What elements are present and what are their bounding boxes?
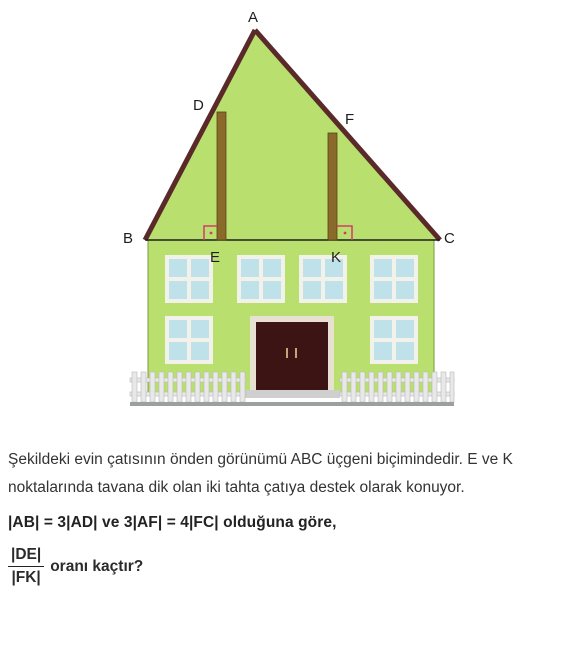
question-text: oranı kaçtır? (50, 557, 144, 575)
fraction-numerator: |DE| (8, 546, 44, 567)
label-point-e: E (210, 249, 221, 266)
label-point-a: A (248, 9, 259, 26)
roof-triangle (145, 30, 440, 240)
fraction-denominator: |FK| (11, 569, 41, 586)
support-de (217, 112, 226, 240)
problem-paragraph: Şekildeki evin çatısının önden görünümü ABC üçgeni biçimindedir. E ve K noktalarında tavana dik olan iki tahta çatıya destek olarak konuyor. (8, 451, 513, 496)
problem-question (8, 546, 578, 587)
problem-text (8, 446, 578, 587)
door-step (244, 390, 340, 398)
label-point-f: F (345, 111, 355, 128)
label-point-b: B (123, 230, 134, 247)
window-upper-1 (165, 255, 213, 303)
door (250, 316, 334, 392)
window-upper-2 (237, 255, 285, 303)
support-fk (328, 133, 337, 240)
ground-strip (130, 402, 454, 406)
window-lower-left (165, 316, 213, 364)
ratio-fraction (8, 546, 44, 587)
problem-condition: |AB| = 3|AD| ve 3|AF| = 4|FC| olduğuna göre, (8, 514, 337, 531)
label-point-k: K (331, 249, 342, 266)
window-upper-4 (370, 255, 418, 303)
label-point-d: D (193, 97, 204, 114)
label-point-c: C (444, 230, 455, 247)
window-lower-right (370, 316, 418, 364)
